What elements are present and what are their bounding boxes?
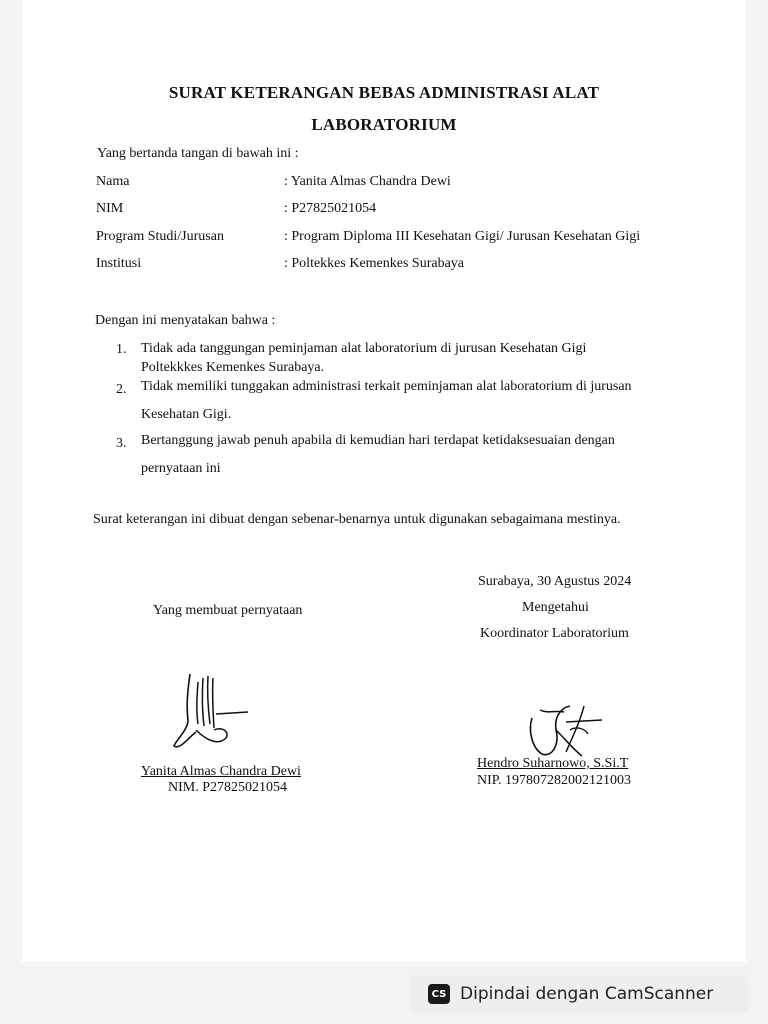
camscanner-logo-icon: CS bbox=[428, 984, 450, 1004]
item-1-line2: Poltekkkes Kemenkes Surabaya. bbox=[141, 360, 325, 375]
scanned-page bbox=[22, 0, 746, 962]
document-title-line2: LABORATORIUM bbox=[311, 115, 457, 134]
field-label-prodi: Program Studi/Jurusan bbox=[96, 229, 224, 244]
left-signatory-name: Yanita Almas Chandra Dewi bbox=[141, 764, 301, 779]
statement-intro: Dengan ini menyatakan bahwa : bbox=[95, 313, 276, 328]
camscanner-label: Dipindai dengan CamScanner bbox=[460, 984, 714, 1004]
field-value-institusi: : Poltekkes Kemenkes Surabaya bbox=[284, 256, 465, 271]
item-number: 3. bbox=[116, 436, 127, 451]
document-title-line1: SURAT KETERANGAN BEBAS ADMINISTRASI ALAT bbox=[168, 83, 600, 102]
item-3-line2: pernyataan ini bbox=[141, 461, 221, 476]
signature-mark-left bbox=[166, 668, 252, 754]
place-date: Surabaya, 30 Agustus 2024 bbox=[478, 574, 632, 589]
item-number: 2. bbox=[116, 382, 127, 397]
item-2-line2: Kesehatan Gigi. bbox=[141, 407, 232, 422]
field-value-prodi: : Program Diploma III Kesehatan Gigi/ Jurusan Kesehatan Gigi bbox=[284, 229, 641, 244]
field-label-nama: Nama bbox=[96, 174, 130, 189]
left-signature-heading: Yang membuat pernyataan bbox=[153, 603, 303, 618]
right-signatory-name: Hendro Suharnowo, S.Si.T bbox=[477, 756, 629, 771]
closing-statement: Surat keterangan ini dibuat dengan sebenar-benarnya untuk digunakan sebagaimana mestinya. bbox=[93, 512, 621, 527]
field-value-nama: : Yanita Almas Chandra Dewi bbox=[284, 174, 451, 189]
item-3-line1: Bertanggung jawab penuh apabila di kemudian hari terdapat ketidaksesuaian dengan bbox=[141, 433, 615, 448]
item-2-line1: Tidak memiliki tunggakan administrasi terkait peminjaman alat laboratorium di jurusan bbox=[141, 379, 632, 394]
left-signatory-id: NIM. P27825021054 bbox=[168, 780, 288, 795]
acknowledge-label: Mengetahui bbox=[522, 600, 589, 615]
field-label-institusi: Institusi bbox=[96, 256, 142, 271]
signature-mark-right bbox=[526, 700, 606, 760]
item-1-line1: Tidak ada tanggungan peminjaman alat laboratorium di jurusan Kesehatan Gigi bbox=[141, 341, 587, 356]
camscanner-watermark bbox=[410, 975, 748, 1013]
right-signatory-role: Koordinator Laboratorium bbox=[480, 626, 629, 641]
right-signatory-id: NIP. 197807282002121003 bbox=[477, 773, 632, 788]
intro-text: Yang bertanda tangan di bawah ini : bbox=[97, 146, 299, 161]
field-value-nim: : P27825021054 bbox=[284, 201, 377, 216]
item-number: 1. bbox=[116, 342, 127, 357]
field-label-nim: NIM bbox=[96, 201, 124, 216]
